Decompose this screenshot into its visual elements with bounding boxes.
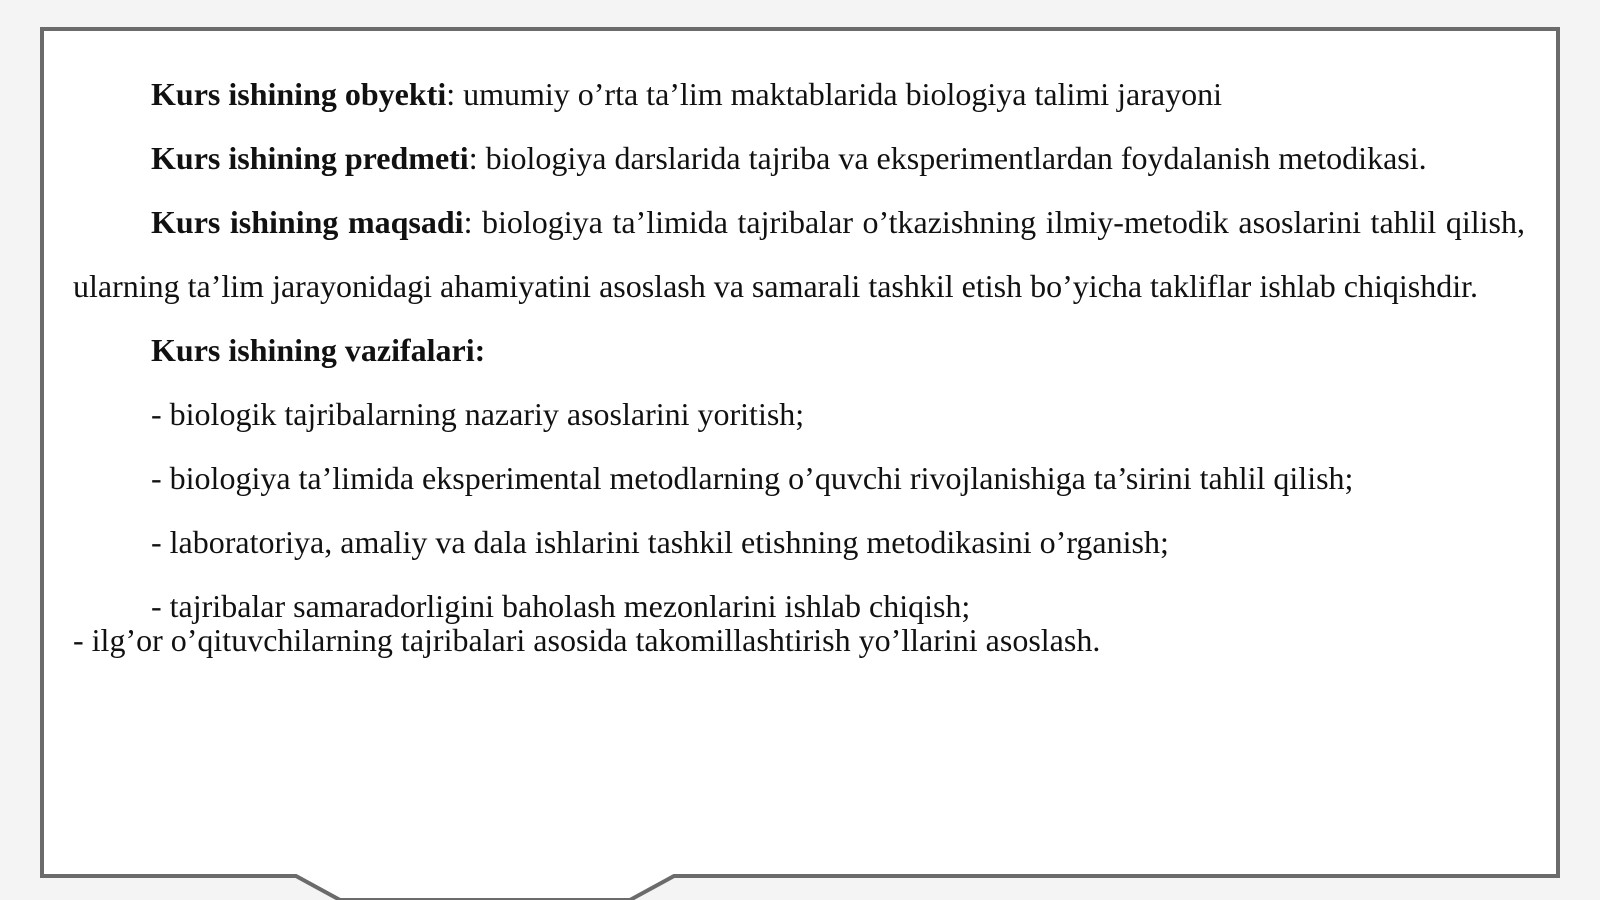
document-body — [73, 62, 1525, 660]
subject-paragraph — [73, 126, 1525, 190]
task-item: - tajribalar samaradorligini baholash mezonlarini ishlab chiqish; — [151, 588, 971, 624]
subject-label: Kurs ishining predmeti — [151, 140, 469, 176]
object-label: Kurs ishining obyekti — [151, 76, 447, 112]
task-item: - laboratoriya, amaliy va dala ishlarini tashkil etishning metodikasini o’rganish; — [151, 524, 1169, 560]
tasks-heading: Kurs ishining vazifalari: — [151, 332, 486, 368]
goal-text: : biologiya ta’limida tajribalar o’tkazishning ilmiy-metodik asoslarini tahlil qilish, ularning ta’lim jarayonidagi ahamiyatini asoslash va samarali tashkil etish bo’yicha takliflar ishlab chiqishdir. — [73, 204, 1525, 304]
object-text: : umumiy o’rta ta’lim maktablarida biologiya talimi jarayoni — [446, 76, 1222, 112]
task-item: - biologiya ta’limida eksperimental metodlarning o’quvchi rivojlanishiga ta’sirini tahlil qilish; — [151, 460, 1354, 496]
goal-paragraph — [73, 190, 1525, 318]
task-item-last: - ilg’or o’qituvchilarning tajribalari asosida takomillashtirish yo’llarini asoslash. — [73, 622, 1101, 658]
task-item: - biologik tajribalarning nazariy asoslarini yoritish; — [151, 396, 805, 432]
subject-text: : biologiya darslarida tajriba va eksperimentlardan foydalanish metodikasi. — [468, 140, 1427, 176]
object-paragraph — [73, 62, 1525, 126]
goal-label: Kurs ishining maqsadi — [151, 204, 464, 240]
